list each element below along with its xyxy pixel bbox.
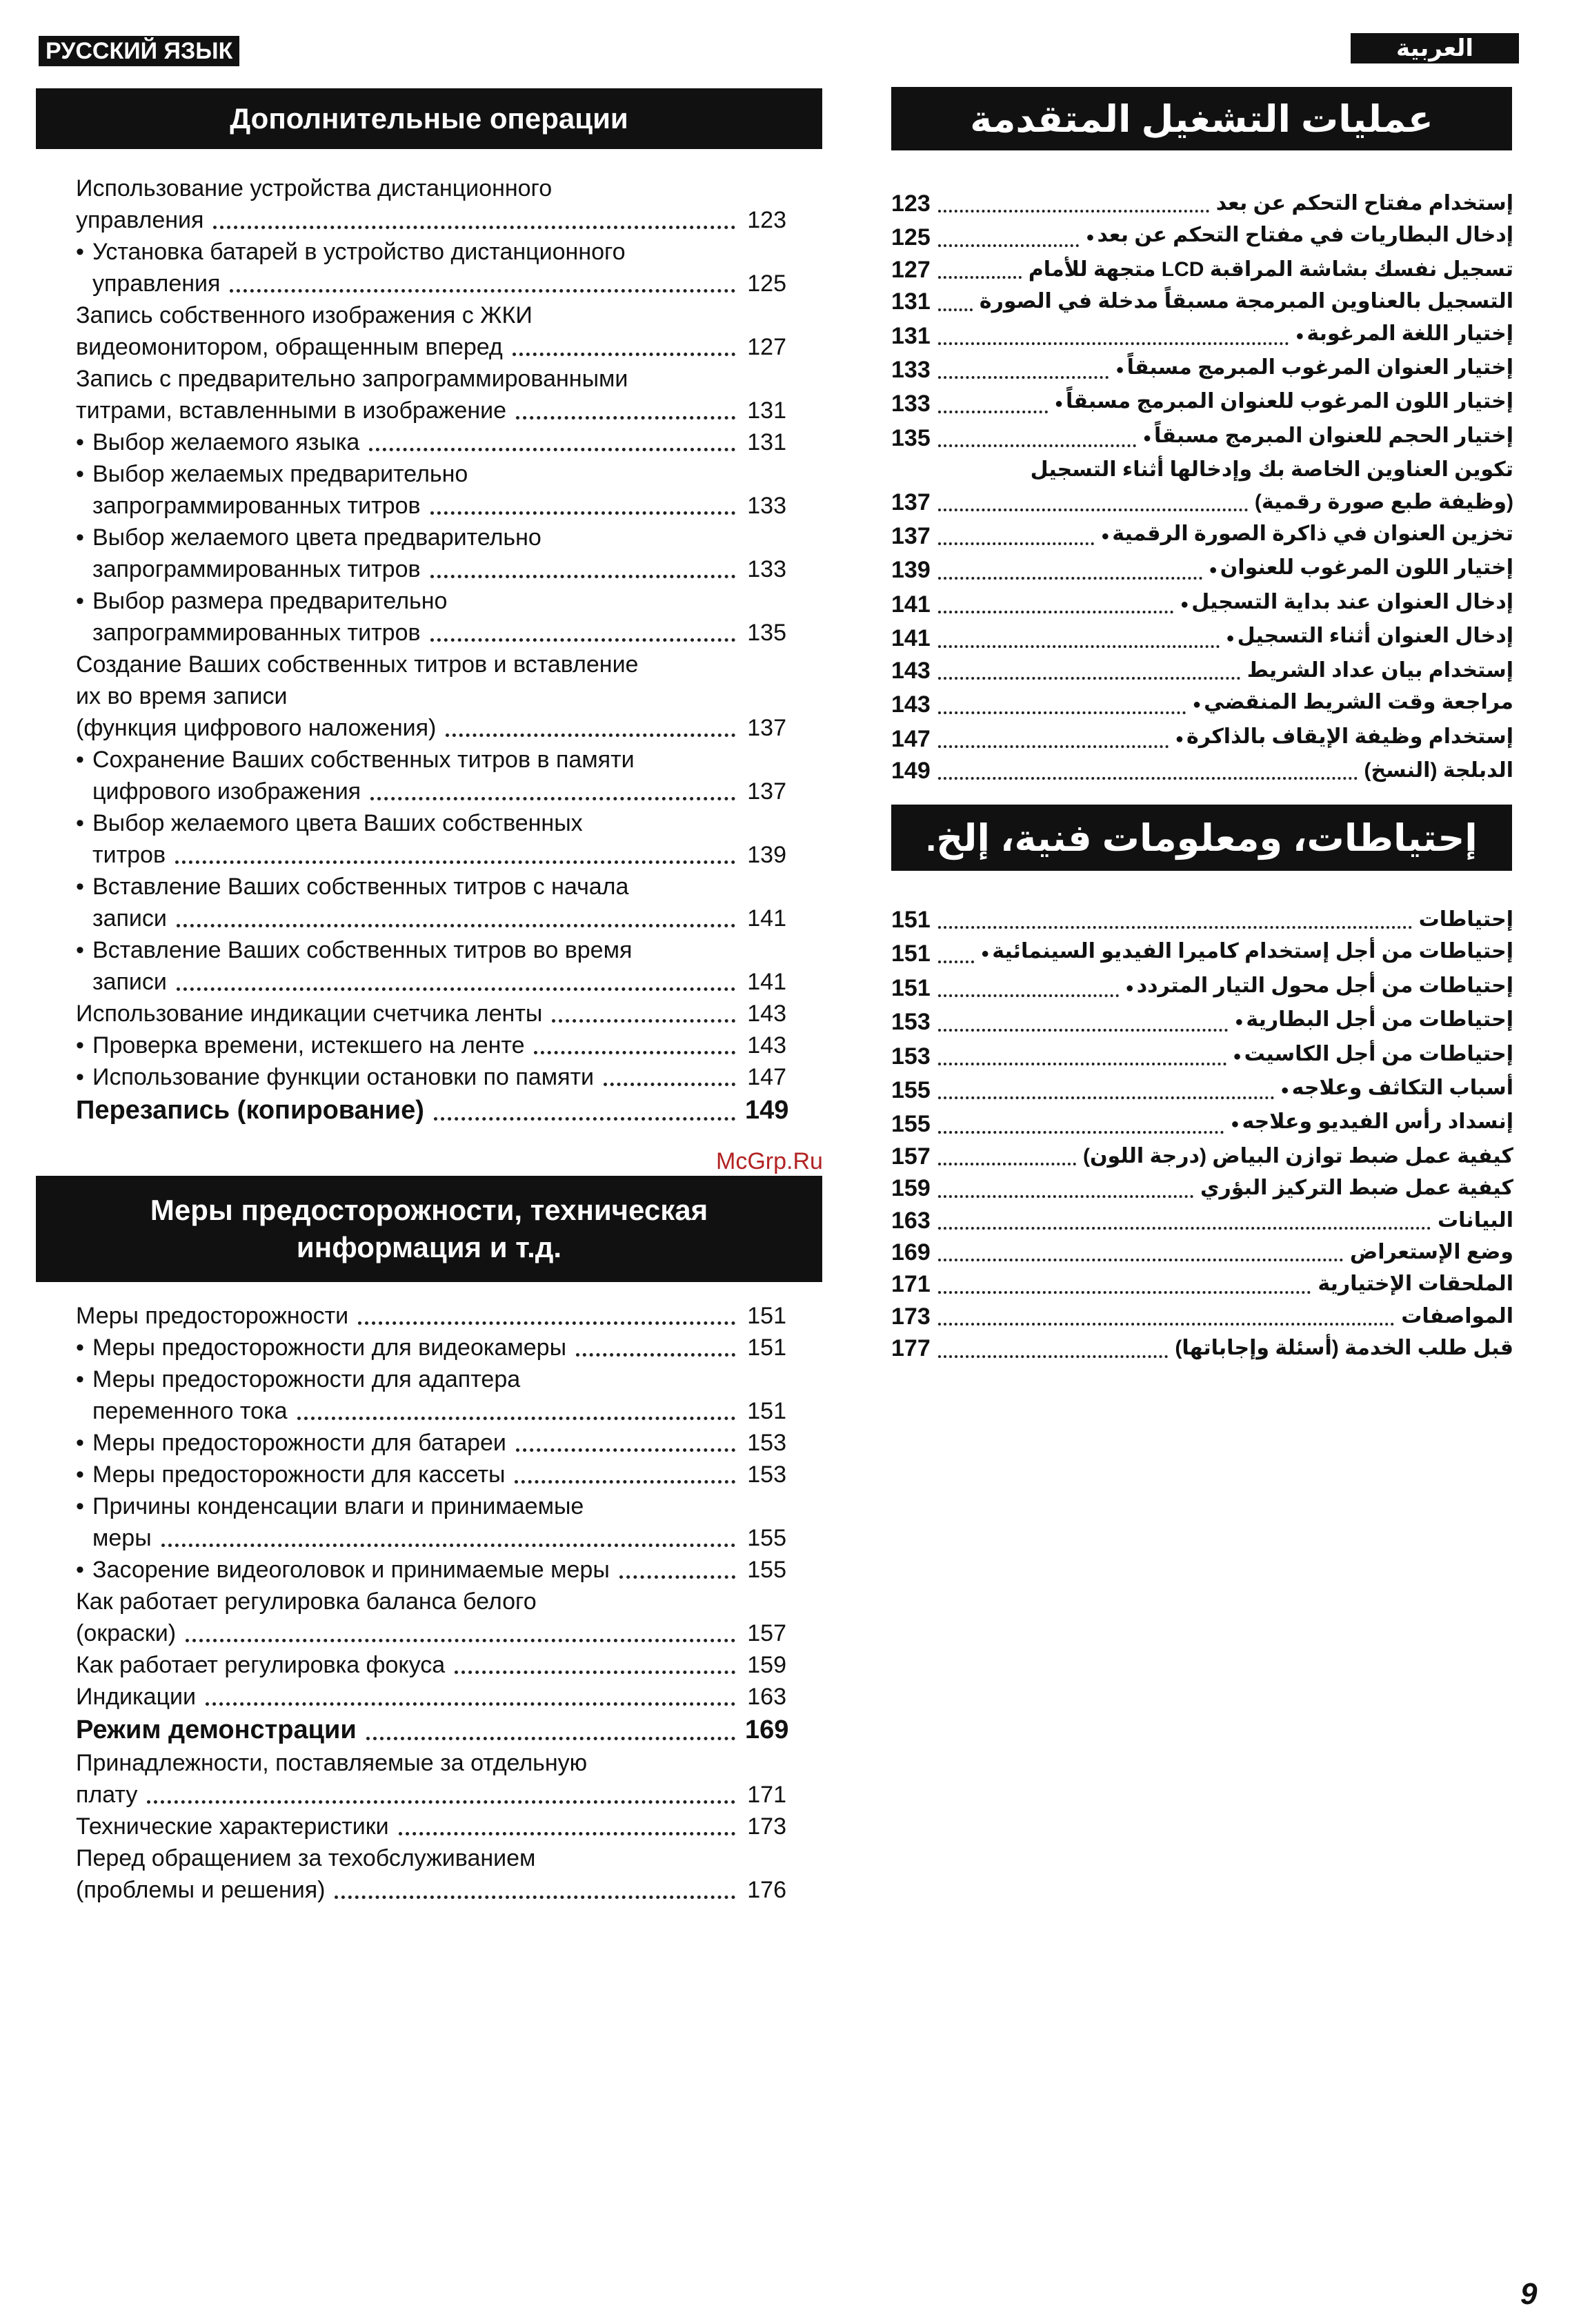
toc-entry-title: إختيار اللون المرغوب للعنوان المبرمج مسبقاً ●	[1055, 386, 1513, 420]
toc-entry-page: 135	[891, 424, 931, 451]
toc-entry	[76, 268, 786, 299]
toc-entry	[76, 1522, 786, 1554]
toc-entry-title: • Выбор размера предварительно	[92, 585, 447, 617]
dot-leader	[938, 745, 1169, 748]
toc-entry	[891, 386, 1513, 420]
dot-leader	[177, 924, 735, 927]
toc-entry-title: Запись собственного изображения с ЖКИ	[76, 302, 533, 328]
toc-entry-title: تسجيل نفسك بشاشة المراقبة LCD متجهة للأمام	[1028, 257, 1513, 281]
toc-entry-title: الملحقات الإختيارية	[1318, 1272, 1513, 1296]
toc-entry-title: تخزين العنوان في ذاكرة الصورة الرقمية ●	[1101, 518, 1513, 552]
toc-entry-title: إختيار الحجم للعنوان المبرمج مسبقاً ●	[1143, 420, 1513, 454]
toc-entry	[891, 518, 1513, 552]
toc-entry-page: 133	[747, 493, 786, 519]
toc-entry	[76, 1779, 786, 1811]
dot-leader	[938, 994, 1119, 997]
toc-entry-title: • Вставление Ваших собственных титров во время	[92, 934, 632, 966]
toc-entry-page: 173	[747, 1813, 786, 1840]
dot-leader	[430, 511, 735, 515]
toc-entry	[76, 839, 786, 871]
toc-entry-page: 173	[891, 1303, 931, 1330]
dot-leader	[938, 1355, 1168, 1358]
toc-entry-title: قبل طلب الخدمة (أسئلة وإجاباتها)	[1175, 1337, 1513, 1360]
toc-entry-title: титрами, вставленными в изображение	[76, 397, 507, 424]
dot-leader	[370, 797, 735, 800]
toc-entry-page: 169	[891, 1239, 931, 1266]
toc-entry-page: 141	[891, 625, 931, 652]
toc-entry	[76, 1363, 786, 1395]
toc-entry	[76, 236, 786, 268]
toc-entry-title: إنسداد رأس الفيديو وعلاجه ●	[1231, 1106, 1513, 1140]
toc-entry-title: كيفية عمل ضبط توازن البياض (درجة اللون)	[1082, 1144, 1513, 1168]
watermark: McGrp.Ru	[716, 1148, 823, 1174]
dot-leader	[177, 987, 735, 991]
toc-entry-title: وضع الإستعراض	[1349, 1241, 1513, 1264]
toc-entry	[76, 1093, 789, 1127]
dot-leader	[938, 244, 1079, 247]
dot-leader	[369, 448, 735, 451]
toc-entry-page: 177	[891, 1335, 931, 1362]
toc-entry	[76, 553, 786, 585]
dot-leader	[938, 1323, 1394, 1326]
toc-entry-page: 127	[891, 256, 931, 283]
toc-entry	[891, 1004, 1513, 1038]
toc-entry-title: (وظيفة طبع صورة رقمية)	[1254, 490, 1513, 513]
toc-entry-page: 171	[891, 1271, 931, 1298]
toc-entry-title: меры	[92, 1525, 152, 1551]
toc-entry	[76, 395, 786, 426]
dot-leader	[206, 1702, 735, 1706]
toc-entry-page: 125	[747, 270, 786, 297]
dot-leader	[175, 860, 735, 864]
toc-entry-page: 151	[747, 1398, 786, 1424]
toc-entry	[76, 744, 786, 776]
toc-entry-title: إدخال العنوان أثناء التسجيل ●	[1226, 620, 1513, 654]
toc-entry	[891, 655, 1513, 687]
toc-entry	[891, 219, 1513, 253]
dot-leader	[516, 1448, 735, 1452]
toc-entry	[76, 998, 786, 1030]
toc-entry-page: 131	[747, 397, 786, 424]
toc-entry	[76, 1649, 786, 1681]
toc-entry-page: 153	[747, 1430, 786, 1456]
toc-entry-page: 159	[747, 1652, 786, 1678]
dot-leader	[358, 1321, 735, 1325]
toc-entry	[891, 904, 1513, 936]
toc-entry	[76, 776, 786, 807]
toc-entry-title: Меры предосторожности	[76, 1303, 349, 1329]
toc-entry-page: 139	[891, 557, 931, 584]
toc-entry-title: • Установка батарей в устройство дистанционного	[92, 236, 626, 268]
toc-entry-page: 155	[891, 1077, 931, 1104]
toc-entry-page: 137	[891, 523, 931, 550]
toc-entry	[76, 649, 786, 680]
toc-entry	[891, 454, 1513, 486]
dot-leader	[186, 1639, 735, 1642]
toc-list-precautions-ru	[76, 1300, 789, 1906]
toc-entry	[891, 687, 1513, 720]
toc-entry	[76, 871, 786, 903]
toc-entry	[76, 1554, 786, 1586]
dot-leader	[213, 226, 735, 229]
toc-entry	[76, 585, 786, 617]
toc-entry	[891, 420, 1513, 454]
toc-entry-page: 151	[891, 907, 931, 933]
toc-entry-title: Как работает регулировка баланса белого	[76, 1588, 537, 1615]
toc-entry-title: إختيار اللغة المرغوبة ●	[1295, 318, 1513, 352]
section-heading-advanced-operations-ar: عمليات التشغيل المتقدمة	[891, 87, 1512, 150]
toc-list-advanced-operations-ar	[891, 188, 1513, 787]
dot-leader	[147, 1800, 735, 1804]
dot-leader	[938, 542, 1094, 545]
toc-entry-page: 155	[891, 1111, 931, 1138]
toc-entry	[891, 254, 1513, 286]
toc-entry-title: плату	[76, 1782, 138, 1808]
toc-entry	[76, 173, 786, 204]
toc-entry-page: 141	[891, 591, 931, 618]
toc-entry-page: 137	[747, 715, 786, 741]
toc-entry-title: Перед обращением за техобслуживанием	[76, 1845, 536, 1871]
toc-entry	[76, 299, 786, 331]
toc-entry-page: 153	[891, 1043, 931, 1070]
toc-entry	[76, 1842, 786, 1874]
dot-leader	[516, 416, 735, 420]
toc-entry-page: 149	[745, 1096, 789, 1125]
toc-entry-title: их во время записи	[76, 683, 288, 709]
toc-entry	[76, 522, 786, 553]
toc-entry-page: 147	[747, 1064, 786, 1090]
toc-entry	[76, 1874, 786, 1906]
dot-leader	[335, 1895, 735, 1899]
toc-entry	[76, 1586, 786, 1617]
toc-entry-title: записи	[92, 905, 167, 932]
dot-leader	[552, 1019, 735, 1023]
toc-entry-title: إختيار اللون المرغوب للعنوان ●	[1209, 552, 1513, 586]
dot-leader	[604, 1083, 735, 1086]
toc-entry-title: (проблемы и решения)	[76, 1877, 326, 1903]
toc-entry	[76, 426, 786, 458]
toc-entry-title: الدبلجة (النسخ)	[1364, 758, 1513, 782]
toc-entry-title: цифрового изображения	[92, 778, 361, 805]
dot-leader	[161, 1544, 735, 1547]
toc-entry-title: إحتياطات من أجل إستخدام كاميرا الفيديو السينمائية ●	[981, 936, 1513, 969]
toc-entry-title: مراجعة وقت الشريط المنقضي ●	[1193, 687, 1513, 720]
toc-entry-page: 176	[747, 1877, 786, 1903]
toc-entry	[76, 1747, 786, 1779]
toc-entry-page: 141	[747, 905, 786, 932]
toc-entry	[891, 188, 1513, 219]
dot-leader	[938, 645, 1220, 648]
dot-leader	[938, 777, 1358, 780]
dot-leader	[938, 677, 1240, 680]
toc-entry-title: البيانات	[1438, 1208, 1513, 1232]
toc-entry-title: Режим демонстрации	[76, 1715, 357, 1744]
toc-entry-title: إدخال العنوان عند بداية التسجيل ●	[1180, 587, 1513, 620]
section-heading-precautions-ru: Меры предосторожности, техническая информация и т.д.	[36, 1176, 822, 1282]
toc-entry-title: كيفية عمل ضبط التركيز البؤري	[1200, 1176, 1513, 1200]
toc-entry-title: переменного тока	[92, 1398, 288, 1424]
toc-entry-page: 123	[747, 207, 786, 233]
toc-entry-title: • Проверка времени, истекшего на ленте	[92, 1030, 524, 1061]
page-number: 9	[1520, 2277, 1538, 2311]
toc-entry	[76, 1300, 786, 1332]
toc-entry	[76, 903, 786, 934]
dot-leader	[938, 1259, 1343, 1261]
toc-entry-title: إدخال البطاريات في مفتاح التحكم عن بعد ●	[1086, 219, 1513, 253]
toc-entry	[891, 318, 1513, 352]
toc-entry	[76, 1713, 789, 1747]
toc-entry-page: 147	[891, 725, 931, 752]
dot-leader	[938, 1029, 1228, 1032]
toc-entry-page: 125	[891, 224, 931, 251]
toc-entry-title: التسجيل بالعناوين المبرمجة مسبقاً مدخلة في الصورة	[979, 290, 1513, 313]
toc-entry-page: 131	[891, 322, 931, 349]
dot-leader	[576, 1353, 735, 1357]
toc-entry-page: 157	[891, 1143, 931, 1170]
toc-entry	[76, 1811, 786, 1842]
toc-entry-title: إستخدام وظيفة الإيقاف بالذاكرة ●	[1175, 721, 1513, 755]
toc-entry	[891, 1301, 1513, 1332]
toc-entry	[891, 1332, 1513, 1364]
toc-entry-title: Использование устройства дистанционного	[76, 175, 553, 201]
dot-leader	[230, 289, 735, 293]
language-tag-russian: РУССКИЙ ЯЗЫК	[39, 36, 239, 66]
toc-entry-title: Как работает регулировка фокуса	[76, 1652, 446, 1678]
toc-entry	[76, 490, 786, 522]
toc-entry-title: إستخدام بيان عداد الشريط	[1246, 658, 1513, 682]
toc-entry-title: управления	[92, 270, 221, 297]
toc-entry	[76, 363, 786, 395]
toc-entry	[76, 807, 786, 839]
toc-entry-page: 155	[747, 1557, 786, 1583]
toc-entry-title: • Сохранение Ваших собственных титров в памяти	[92, 744, 635, 776]
toc-entry-title: Использование индикации счетчика ленты	[76, 1001, 543, 1027]
toc-entry-title: • Меры предосторожности для батареи	[92, 1427, 506, 1459]
dot-leader	[938, 926, 1412, 929]
dot-leader	[619, 1575, 735, 1579]
toc-entry-page: 151	[891, 974, 931, 1001]
toc-entry	[76, 1030, 786, 1061]
toc-entry-title: (окраски)	[76, 1620, 177, 1646]
toc-entry-title: • Выбор желаемых предварительно	[92, 458, 468, 490]
dot-leader	[938, 1195, 1193, 1198]
toc-entry-page: 155	[747, 1525, 786, 1551]
dot-leader	[938, 611, 1173, 613]
dot-leader	[938, 577, 1202, 580]
toc-entry	[891, 286, 1513, 317]
toc-entry-page: 143	[747, 1001, 786, 1027]
toc-entry-page: 137	[747, 778, 786, 805]
toc-entry	[76, 1681, 786, 1713]
toc-entry	[891, 1038, 1513, 1072]
toc-entry	[76, 1490, 786, 1522]
toc-entry-title: • Меры предосторожности для кассеты	[92, 1459, 505, 1490]
toc-entry-title: Принадлежности, поставляемые за отдельную	[76, 1750, 588, 1776]
toc-entry-page: 139	[747, 842, 786, 868]
dot-leader	[938, 1227, 1431, 1230]
toc-entry-title: запрограммированных титров	[92, 556, 421, 582]
dot-leader	[399, 1832, 735, 1835]
dot-leader	[430, 638, 735, 642]
toc-entry-page: 153	[891, 1009, 931, 1036]
dot-leader	[938, 444, 1136, 447]
toc-entry	[891, 552, 1513, 586]
dot-leader	[366, 1737, 735, 1740]
toc-entry-page: 137	[891, 489, 931, 515]
toc-entry-page: 133	[891, 391, 931, 417]
toc-entry	[891, 1072, 1513, 1106]
dot-leader	[938, 1063, 1226, 1065]
toc-entry	[891, 1205, 1513, 1237]
toc-entry-title: • Выбор желаемого языка	[92, 426, 359, 458]
toc-entry	[891, 1172, 1513, 1204]
toc-entry	[76, 1427, 786, 1459]
toc-entry-title: запрограммированных титров	[92, 493, 421, 519]
toc-entry-title: • Меры предосторожности для видеокамеры	[92, 1332, 566, 1363]
dot-leader	[938, 210, 1209, 213]
toc-entry-title: Технические характеристики	[76, 1813, 389, 1840]
toc-entry	[76, 966, 786, 998]
dot-leader	[446, 733, 735, 737]
toc-entry	[76, 680, 786, 712]
toc-entry-title: Перезапись (копирование)	[76, 1096, 424, 1125]
dot-leader	[938, 961, 974, 963]
toc-entry-page: 143	[891, 657, 931, 684]
dot-leader	[938, 308, 973, 311]
dot-leader	[938, 1131, 1224, 1134]
language-tag-arabic: العربية	[1351, 33, 1519, 63]
toc-entry-title: Создание Ваших собственных титров и вставление	[76, 651, 639, 678]
toc-entry	[891, 970, 1513, 1004]
toc-entry-title: أسباب التكاثف وعلاجه ●	[1281, 1072, 1513, 1106]
toc-entry-title: إحتياطات من أجل الكاسيت ●	[1233, 1038, 1513, 1072]
toc-entry-title: управления	[76, 207, 204, 233]
dot-leader	[455, 1671, 735, 1674]
toc-entry-title: • Засорение видеоголовок и принимаемые меры	[92, 1554, 610, 1586]
toc-entry-page: 169	[745, 1715, 789, 1744]
toc-entry-page: 141	[747, 969, 786, 995]
toc-entry-page: 163	[891, 1207, 931, 1234]
toc-entry-title: видеомонитором, обращенным вперед	[76, 334, 503, 360]
toc-entry-title: إحتياطات	[1418, 908, 1513, 931]
toc-entry-title: • Использование функции остановки по памяти	[92, 1061, 594, 1093]
toc-entry	[891, 936, 1513, 969]
toc-entry-title: • Вставление Ваших собственных титров с начала	[92, 871, 628, 903]
toc-entry	[76, 458, 786, 490]
dot-leader	[938, 342, 1289, 345]
toc-entry-title: титров	[92, 842, 166, 868]
toc-entry-title: запрограммированных титров	[92, 620, 421, 646]
toc-entry-page: 151	[747, 1335, 786, 1361]
toc-entry	[891, 1141, 1513, 1172]
toc-entry-title: • Выбор желаемого цвета предварительно	[92, 522, 541, 553]
toc-entry-title: • Причины конденсации влаги и принимаемые	[92, 1490, 584, 1522]
dot-leader	[297, 1417, 735, 1420]
toc-entry-title: • Выбор желаемого цвета Ваших собственных	[92, 807, 583, 839]
toc-entry-page: 123	[891, 190, 931, 217]
toc-entry	[76, 1061, 786, 1093]
dot-leader	[938, 411, 1048, 413]
toc-entry-title: • Меры предосторожности для адаптера	[92, 1363, 520, 1395]
toc-entry-page: 153	[747, 1461, 786, 1488]
toc-entry	[76, 617, 786, 649]
toc-entry-page: 133	[747, 556, 786, 582]
toc-entry	[76, 1332, 786, 1363]
toc-list-precautions-ar	[891, 904, 1513, 1365]
toc-entry	[76, 712, 786, 744]
toc-entry-title: إحتياطات من أجل البطارية ●	[1235, 1004, 1513, 1038]
dot-leader	[430, 575, 735, 578]
toc-entry-page: 143	[747, 1032, 786, 1058]
dot-leader	[938, 711, 1186, 714]
toc-entry	[891, 1237, 1513, 1268]
toc-entry-page: 143	[891, 691, 931, 718]
toc-entry-page: 131	[747, 429, 786, 455]
dot-leader	[938, 1291, 1311, 1294]
toc-entry-page: 135	[747, 620, 786, 646]
dot-leader	[434, 1117, 735, 1121]
dot-leader	[938, 376, 1109, 379]
dot-leader	[515, 1480, 735, 1484]
toc-entry-title: تكوين العناوين الخاصة بك وإدخالها أثناء التسجيل	[1030, 458, 1513, 482]
toc-entry	[891, 755, 1513, 787]
toc-entry	[76, 934, 786, 966]
toc-entry	[76, 331, 786, 363]
toc-entry-title: إختيار العنوان المرغوب المبرمج مسبقاً ●	[1115, 352, 1513, 386]
toc-entry-title: إستخدام مفتاح التحكم عن بعد	[1215, 192, 1513, 215]
toc-entry-page: 159	[891, 1175, 931, 1202]
toc-entry	[76, 1459, 786, 1490]
toc-entry-title: Запись с предварительно запрограммированными	[76, 366, 628, 392]
toc-entry	[76, 204, 786, 236]
toc-entry-page: 131	[891, 288, 931, 315]
toc-entry	[891, 486, 1513, 518]
dot-leader	[938, 1163, 1076, 1165]
toc-entry	[891, 352, 1513, 386]
toc-entry	[76, 1617, 786, 1649]
toc-entry-page: 133	[891, 357, 931, 384]
toc-entry	[76, 1395, 786, 1427]
dot-leader	[534, 1051, 735, 1054]
toc-entry-title: Индикации	[76, 1684, 197, 1710]
toc-entry-title: записи	[92, 969, 167, 995]
toc-entry-page: 149	[891, 757, 931, 784]
section-heading-precautions-ar: إحتياطات، ومعلومات فنية، إلخ.	[891, 805, 1512, 871]
toc-entry	[891, 587, 1513, 620]
dot-leader	[938, 509, 1248, 511]
toc-entry	[891, 1106, 1513, 1140]
dot-leader	[938, 1096, 1274, 1099]
toc-entry-page: 171	[747, 1782, 786, 1808]
toc-entry-title: المواصفات	[1401, 1304, 1513, 1328]
toc-entry	[891, 1268, 1513, 1300]
toc-entry-title: (функция цифрового наложения)	[76, 715, 437, 741]
toc-entry-page: 157	[747, 1620, 786, 1646]
toc-entry	[891, 721, 1513, 755]
toc-entry-title: إحتياطات من أجل محول التيار المتردد ●	[1126, 970, 1513, 1004]
dot-leader	[938, 276, 1022, 279]
toc-entry	[891, 620, 1513, 654]
toc-entry-page: 163	[747, 1684, 786, 1710]
toc-entry-page: 151	[891, 941, 931, 967]
section-heading-advanced-operations-ru: Дополнительные операции	[36, 88, 822, 149]
dot-leader	[513, 353, 735, 356]
toc-entry-page: 151	[747, 1303, 786, 1329]
toc-list-advanced-operations-ru	[76, 173, 789, 1127]
toc-entry-page: 127	[747, 334, 786, 360]
